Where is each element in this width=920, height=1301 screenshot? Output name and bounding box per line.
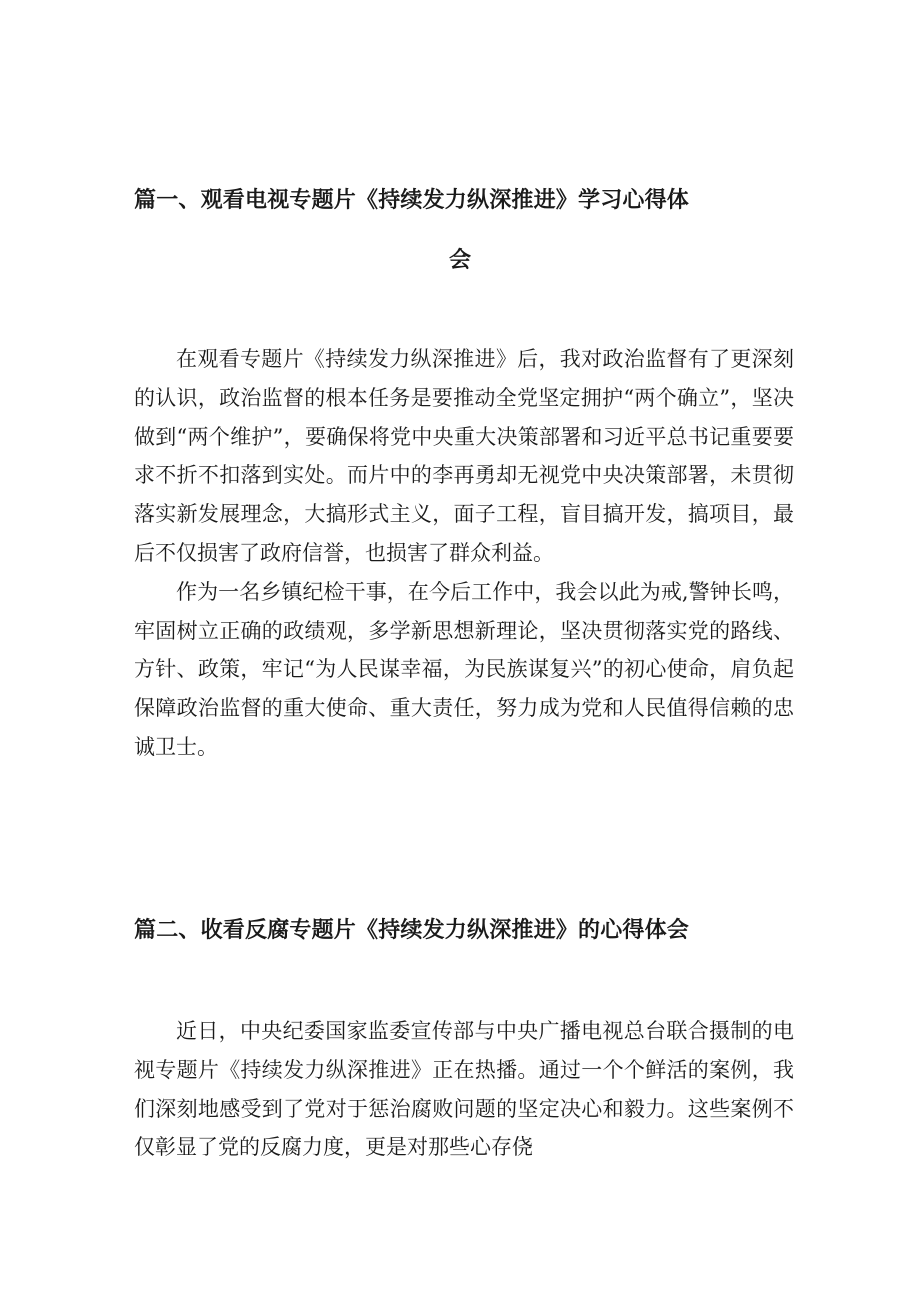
- section2-title: 篇二、收看反腐专题片《持续发力纵深推进》的心得体会: [134, 918, 690, 943]
- section1-paragraph-2: 作为一名乡镇纪检干事，在今后工作中，我会以此为戒,警钟长鸣，牢固树立正确的政绩观，多学新思想新理论，坚决贯彻落实党的路线、方针、政策，牢记“为人民谋幸福，为民族谋复兴”的初心使命，肩负起保障政治监督的重大使命、重大责任，努力成为党和人民值得信赖的忠诚卫士。: [134, 579, 794, 759]
- section2-body: [134, 1012, 794, 1167]
- section2-paragraph-1: 近日，中央纪委国家监委宣传部与中央广播电视总台联合摄制的电视专题片《持续发力纵深推进》正在热播。通过一个个鲜活的案例，我们深刻地感受到了党对于惩治腐败问题的坚定决心和毅力。这些案例不仅彰显了党的反腐力度，更是对那些心存侥: [134, 1019, 794, 1160]
- section1-body: [134, 340, 794, 767]
- section1-title: 篇一、观看电视专题片《持续发力纵深推进》学习心得体: [134, 188, 690, 213]
- section1-paragraph-1: 在观看专题片《持续发力纵深推进》后，我对政治监督有了更深刻的认识，政治监督的根本任务是要推动全党坚定拥护“两个确立”，坚决做到“两个维护”，要确保将党中央重大决策部署和习近平总书记重要要求不折不扣落到实处。而片中的李再勇却无视党中央决策部署，未贯彻落实新发展理念，大搞形式主义，面子工程，盲目搞开发，搞项目，最后不仅损害了政府信誉，也损害了群众利益。: [134, 347, 794, 565]
- section1-title-continued: 会: [448, 248, 471, 273]
